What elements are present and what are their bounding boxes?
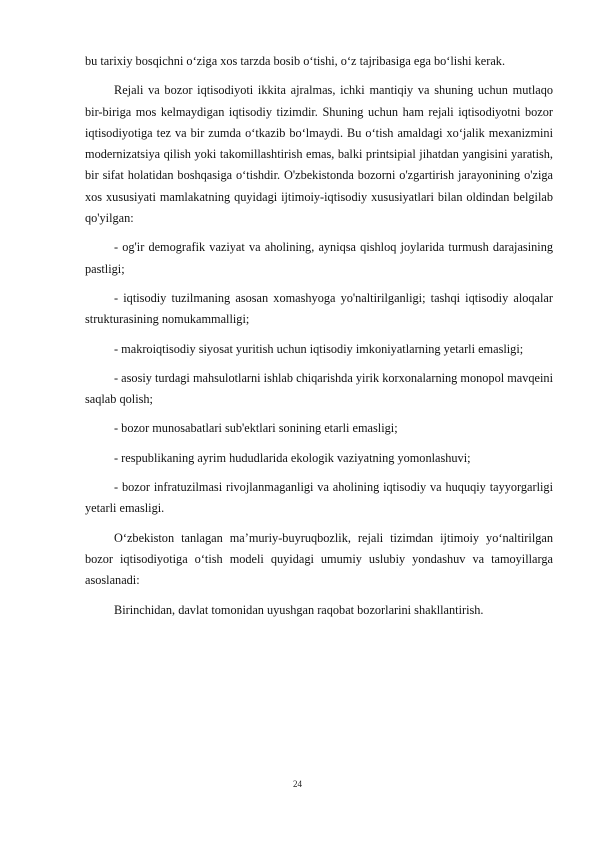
paragraph-continuation: bu tarixiy bosqichni o‘ziga xos tarzda bosib o‘tishi, o‘z tajribasiga ega bo‘lishi kerak. — [85, 54, 506, 68]
list-item-ecology: - respublikaning ayrim hududlarida ekologik vaziyatning yomonlashuvi; — [114, 450, 471, 465]
list-item-economic-structure: - iqtisodiy tuzilmaning asosan xomashyoga yo'naltirilganligi; tashqi iqtisodiy aloqalar strukturasining nomukammalligi; — [85, 290, 553, 327]
list-item-monopoly: - asosiy turdagi mahsulotlarni ishlab chiqarishda yirik korxonalarning monopol mavqeini saqlab qolish; — [85, 370, 553, 407]
paragraph-transition-model: O‘zbekiston tanlagan ma’muriy-buyruqbozlik, rejali tizimdan ijtimoiy yo‘naltirilgan bozor iqtisodiyotiga o‘tish modeli quyidagi umumiy uslubiy yondashuv va tamoyillarga asoslanadi: — [85, 530, 553, 588]
page-number: 24 — [293, 779, 302, 789]
paragraph-economic-systems: Rejali va bozor iqtisodiyoti ikkita ajralmas, ichki mantiqiy va shuning uchun mutlaqo bir-biriga mos kelmaydigan iqtisodiy tizimdir. Shuning uchun ham rejali iqtisodiyotni bozor iqtisodiyotiga tez va bir zumda o‘tkazib bo‘lmaydi. Bu o‘tish amaldagi xo‘jalik mexanizmini modernizatsiya qilish yoki takomillashtirish emas, balki printsipial jihatdan yangisini yaratish, bir sifat holatidan boshqasiga o‘tishdir. O'zbekistonda bozorni o'zgartirish jarayonining o'ziga xos xususiyati mamlakatning quyidagi ijtimoiy-iqtisodiy xususiyatlari bilan oldindan belgilab qo'yilgan: — [85, 83, 553, 226]
document-body — [85, 51, 553, 621]
list-item-demographic: - og'ir demografik vaziyat va aholining, ayniqsa qishloq joylarida turmush darajasining pastligi; — [85, 240, 553, 276]
list-item-macroeconomic-policy: - makroiqtisodiy siyosat yuritish uchun iqtisodiy imkoniyatlarning yetarli emasligi; — [114, 341, 524, 356]
paragraph-first-principle: Birinchidan, davlat tomonidan uyushgan raqobat bozorlarini shakllantirish. — [114, 602, 484, 617]
list-item-market-subjects: - bozor munosabatlari sub'ektlari sonining etarli emasligi; — [114, 421, 398, 436]
list-item-infrastructure: - bozor infratuzilmasi rivojlanmaganligi va aholining iqtisodiy va huquqiy tayyorgarligi yetarli emasligi. — [85, 480, 553, 516]
